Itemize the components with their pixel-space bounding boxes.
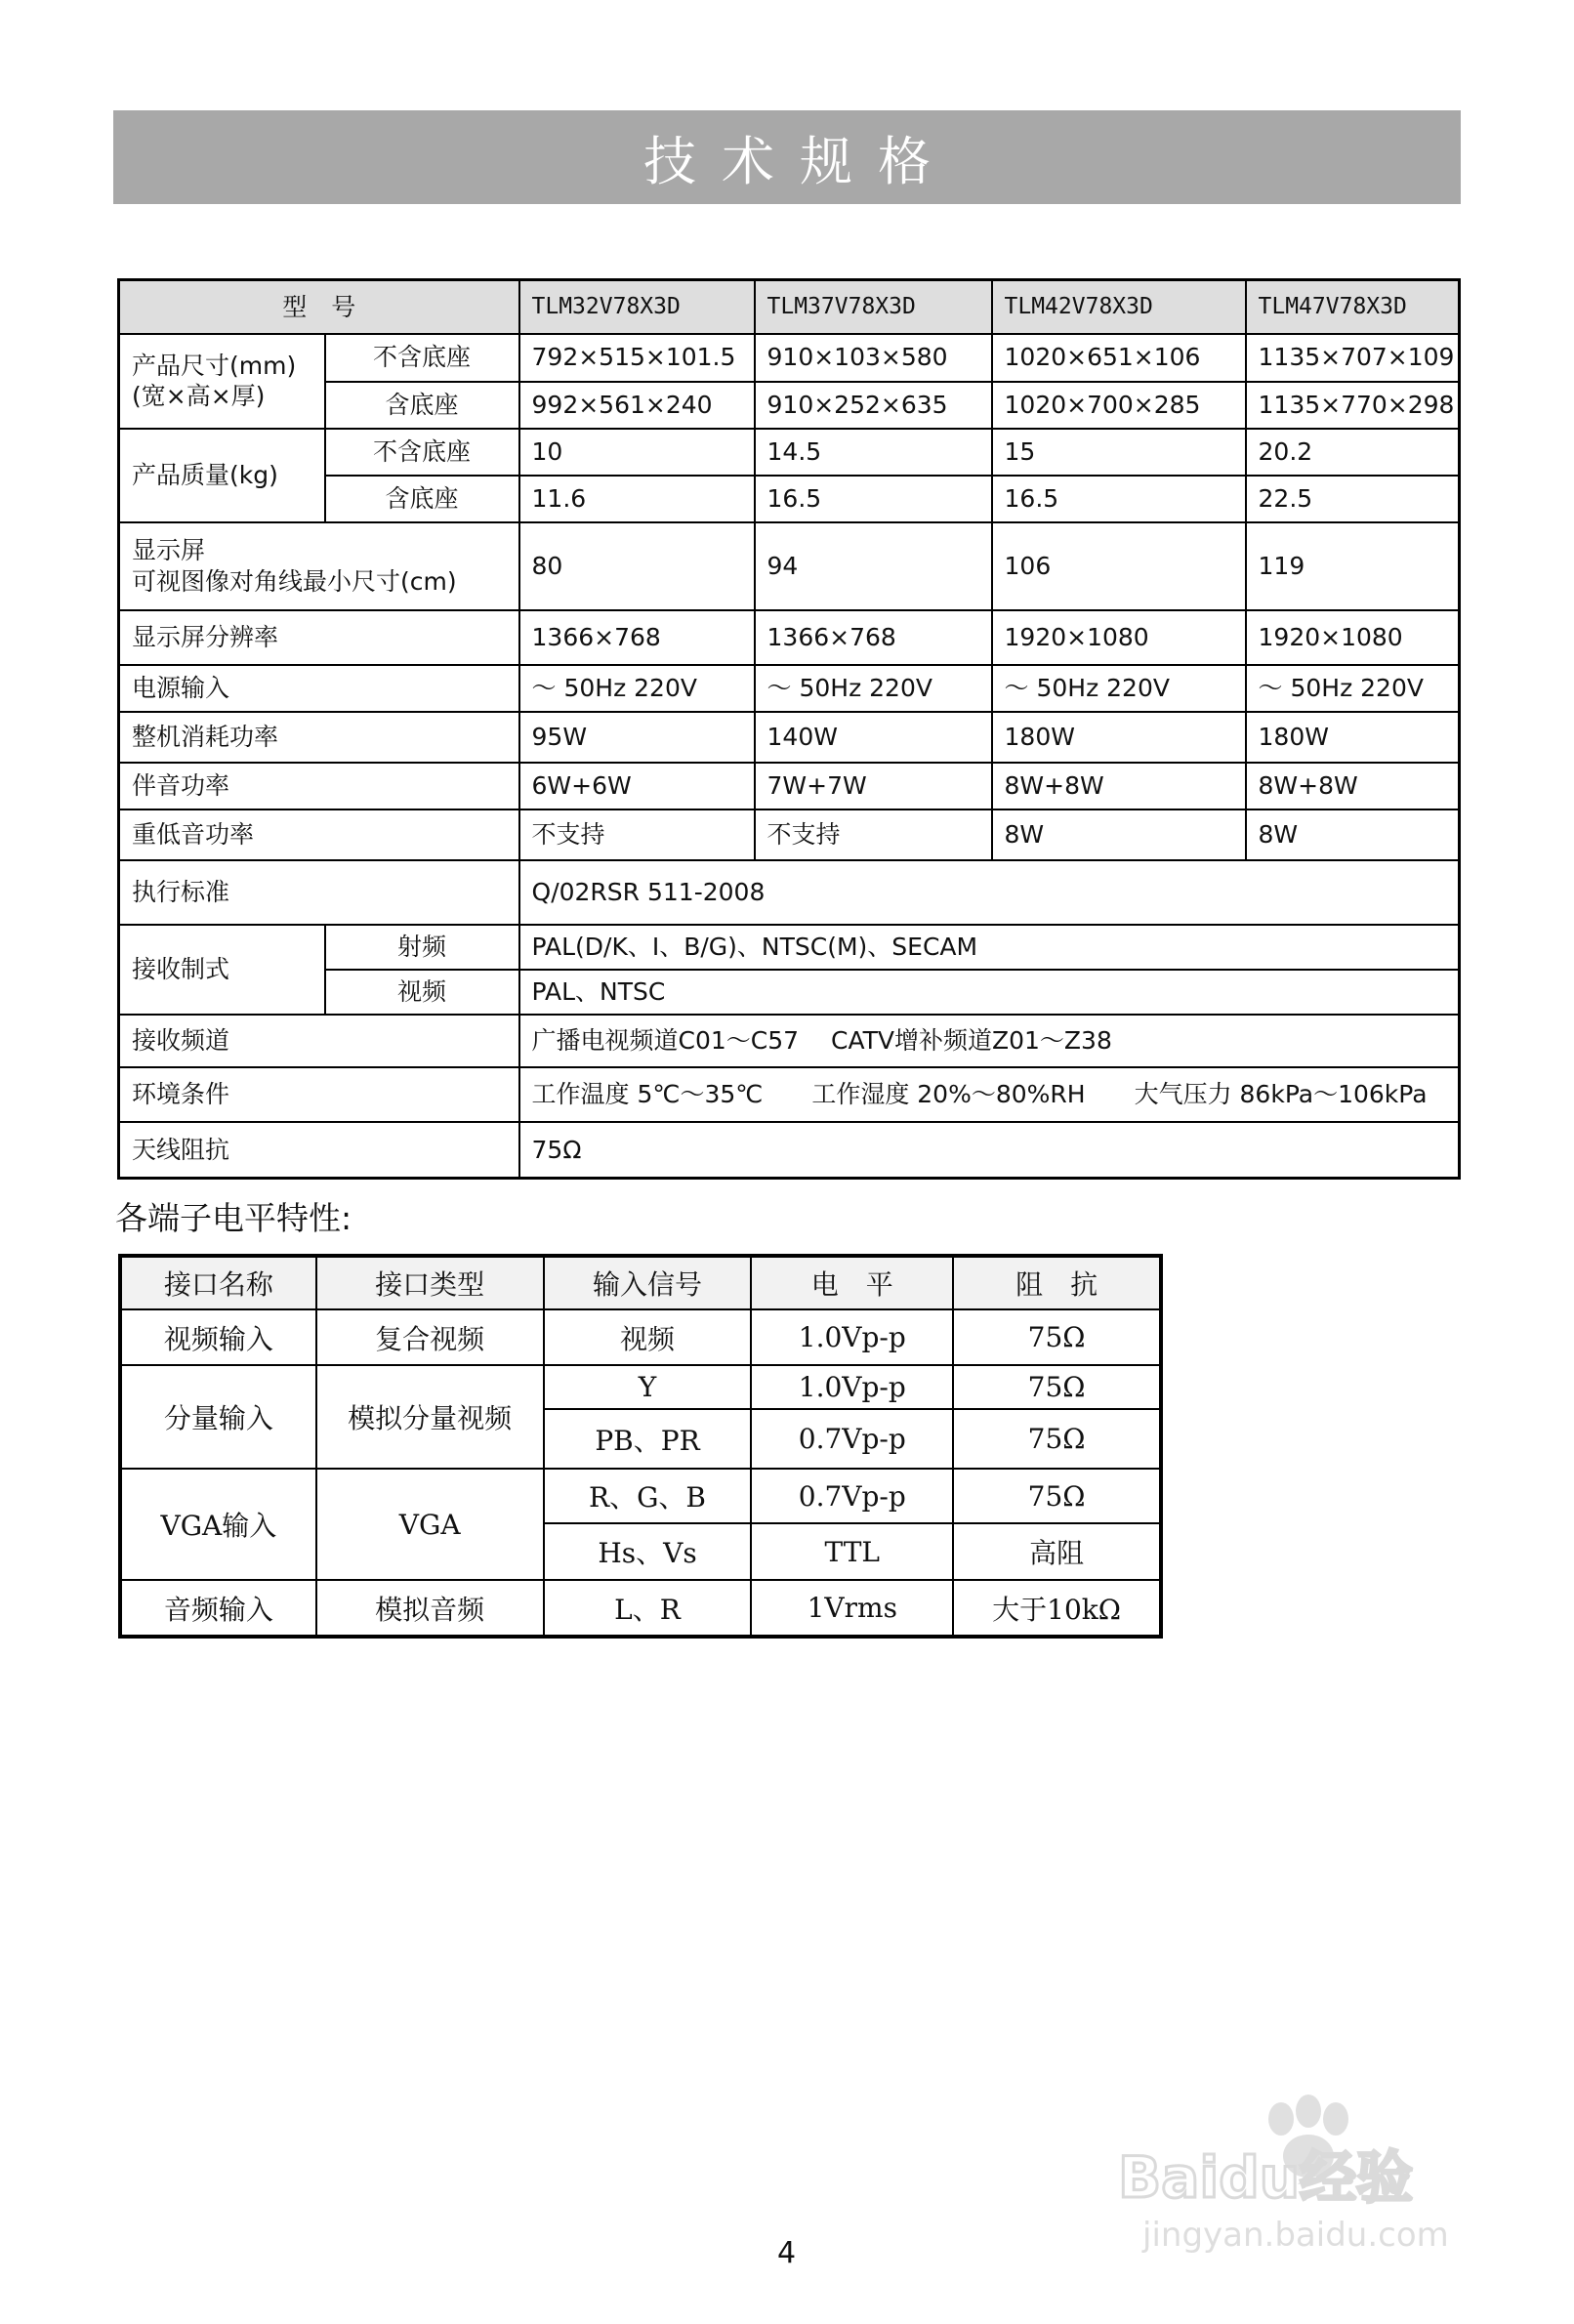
table-cell: 1920×1080 <box>992 610 1246 665</box>
table-cell: 140W <box>755 712 992 763</box>
table-cell: 1366×768 <box>519 610 755 665</box>
table-cell: TTL <box>751 1523 953 1580</box>
table-cell: 22.5 <box>1246 476 1460 522</box>
size-label-line1: 产品尺寸(mm) <box>132 351 297 380</box>
table-cell: 180W <box>992 712 1246 763</box>
table-cell: ～ 50Hz 220V <box>519 665 755 712</box>
size-label <box>119 334 325 429</box>
model-name: TLM42V78X3D <box>992 280 1246 334</box>
table-cell: 10 <box>519 429 755 476</box>
page-title: 技术规格 <box>643 130 956 192</box>
model-name: TLM47V78X3D <box>1246 280 1460 334</box>
table-cell: 不支持 <box>519 809 755 860</box>
model-name: TLM32V78X3D <box>519 280 755 334</box>
terminal-table <box>118 1254 1163 1639</box>
environment-label: 环境条件 <box>119 1067 519 1122</box>
table-cell: L、R <box>544 1580 752 1637</box>
table-cell: ～ 50Hz 220V <box>992 665 1246 712</box>
table-cell: 14.5 <box>755 429 992 476</box>
table-row <box>119 665 1460 712</box>
table-cell: 6W+6W <box>519 763 755 809</box>
table-row <box>120 1580 1161 1637</box>
screen-label-line2: 可视图像对角线最小尺寸(cm) <box>132 566 457 596</box>
table-cell: 大于10kΩ <box>953 1580 1161 1637</box>
table-cell: 180W <box>1246 712 1460 763</box>
rf-value: PAL(D/K、I、B/G)、NTSC(M)、SECAM <box>519 925 1460 970</box>
table-cell: 16.5 <box>755 476 992 522</box>
audio-power-label: 伴音功率 <box>119 763 519 809</box>
table-cell: 分量输入 <box>120 1365 316 1469</box>
table-cell: 1020×700×285 <box>992 382 1246 429</box>
table-cell: 15 <box>992 429 1246 476</box>
table-cell: 94 <box>755 522 992 610</box>
page-number: 4 <box>777 2236 797 2270</box>
table-row <box>119 712 1460 763</box>
table-cell: 高阻 <box>953 1523 1161 1580</box>
table-cell: 992×561×240 <box>519 382 755 429</box>
table-row <box>119 763 1460 809</box>
table-cell: 视频输入 <box>120 1309 316 1365</box>
environment-value: 工作温度 5℃～35℃ 工作湿度 20%～80%RH 大气压力 86kPa～106kPa <box>519 1067 1460 1122</box>
channel-value: 广播电视频道C01～C57 CATV增补频道Z01～Z38 <box>519 1015 1460 1067</box>
table-cell: 模拟分量视频 <box>316 1365 544 1469</box>
table-cell: ～ 50Hz 220V <box>1246 665 1460 712</box>
screen-label-line1: 显示屏 <box>132 536 206 565</box>
table-cell: 20.2 <box>1246 429 1460 476</box>
screen-size-label <box>119 522 519 610</box>
table-cell: 1135×707×109 <box>1246 334 1460 382</box>
table-cell: 复合视频 <box>316 1309 544 1365</box>
table-cell: 910×252×635 <box>755 382 992 429</box>
consumption-label: 整机消耗功率 <box>119 712 519 763</box>
no-base-label: 不含底座 <box>325 429 519 476</box>
table-row <box>119 429 1460 476</box>
table-cell: 8W <box>992 809 1246 860</box>
table-cell: 7W+7W <box>755 763 992 809</box>
watermark-url: jingyan.baidu.com <box>1142 2216 1449 2255</box>
standard-value: Q/02RSR 511-2008 <box>519 860 1460 925</box>
receive-system-label: 接收制式 <box>119 925 325 1015</box>
table-row <box>119 334 1460 382</box>
weight-label: 产品质量(kg) <box>119 429 325 522</box>
table-cell: 音频输入 <box>120 1580 316 1637</box>
table-cell: 1.0Vp-p <box>751 1309 953 1365</box>
table-cell: 1920×1080 <box>1246 610 1460 665</box>
table-row <box>120 1365 1161 1409</box>
with-base-label: 含底座 <box>325 382 519 429</box>
table-row <box>119 1015 1460 1067</box>
table-row <box>119 860 1460 925</box>
column-header: 电 平 <box>751 1256 953 1309</box>
model-header: 型 号 <box>119 280 519 334</box>
table-cell: 8W+8W <box>1246 763 1460 809</box>
table-row <box>119 925 1460 970</box>
standard-label: 执行标准 <box>119 860 519 925</box>
table-cell: 75Ω <box>953 1409 1161 1469</box>
table-cell: 106 <box>992 522 1246 610</box>
table-cell: 1020×651×106 <box>992 334 1246 382</box>
table-header-row <box>120 1256 1161 1309</box>
column-header: 输入信号 <box>544 1256 752 1309</box>
table-row <box>119 1067 1460 1122</box>
channel-label: 接收频道 <box>119 1015 519 1067</box>
table-row <box>119 809 1460 860</box>
table-cell: 792×515×101.5 <box>519 334 755 382</box>
table-cell: Y <box>544 1365 752 1409</box>
video-label: 视频 <box>325 970 519 1015</box>
terminal-section-title: 各端子电平特性: <box>115 1199 352 1237</box>
table-cell: PB、PR <box>544 1409 752 1469</box>
watermark-brand: Baidu经验 <box>1118 2144 1414 2211</box>
table-cell: 1Vrms <box>751 1580 953 1637</box>
table-cell: VGA <box>316 1469 544 1580</box>
table-cell: 80 <box>519 522 755 610</box>
table-cell: 不支持 <box>755 809 992 860</box>
spec-table <box>117 278 1461 1180</box>
antenna-value: 75Ω <box>519 1122 1460 1179</box>
table-cell: 910×103×580 <box>755 334 992 382</box>
power-input-label: 电源输入 <box>119 665 519 712</box>
column-header: 阻 抗 <box>953 1256 1161 1309</box>
table-cell: 1366×768 <box>755 610 992 665</box>
table-row <box>119 610 1460 665</box>
resolution-label: 显示屏分辨率 <box>119 610 519 665</box>
model-name: TLM37V78X3D <box>755 280 992 334</box>
table-cell: 16.5 <box>992 476 1246 522</box>
table-cell: 11.6 <box>519 476 755 522</box>
video-value: PAL、NTSC <box>519 970 1460 1015</box>
size-label-line2: (宽×高×厚) <box>132 382 266 410</box>
table-cell: Hs、Vs <box>544 1523 752 1580</box>
table-cell: 视频 <box>544 1309 752 1365</box>
table-cell: 75Ω <box>953 1469 1161 1523</box>
table-cell: 8W <box>1246 809 1460 860</box>
table-cell: 75Ω <box>953 1309 1161 1365</box>
title-bar <box>113 110 1461 204</box>
table-cell: 0.7Vp-p <box>751 1409 953 1469</box>
table-cell: 119 <box>1246 522 1460 610</box>
table-cell: 模拟音频 <box>316 1580 544 1637</box>
bass-power-label: 重低音功率 <box>119 809 519 860</box>
table-cell: ～ 50Hz 220V <box>755 665 992 712</box>
table-row <box>119 280 1460 334</box>
column-header: 接口名称 <box>120 1256 316 1309</box>
column-header: 接口类型 <box>316 1256 544 1309</box>
with-base-label: 含底座 <box>325 476 519 522</box>
table-cell: 8W+8W <box>992 763 1246 809</box>
baidu-jingyan-watermark <box>1113 2090 1484 2256</box>
antenna-label: 天线阻抗 <box>119 1122 519 1179</box>
table-cell: R、G、B <box>544 1469 752 1523</box>
table-cell: 1.0Vp-p <box>751 1365 953 1409</box>
rf-label: 射频 <box>325 925 519 970</box>
table-cell: VGA输入 <box>120 1469 316 1580</box>
table-row <box>120 1309 1161 1365</box>
table-row <box>119 1122 1460 1179</box>
table-row <box>120 1469 1161 1523</box>
table-cell: 0.7Vp-p <box>751 1469 953 1523</box>
table-cell: 95W <box>519 712 755 763</box>
table-cell: 1135×770×298 <box>1246 382 1460 429</box>
table-row <box>119 522 1460 610</box>
table-cell: 75Ω <box>953 1365 1161 1409</box>
no-base-label: 不含底座 <box>325 334 519 382</box>
